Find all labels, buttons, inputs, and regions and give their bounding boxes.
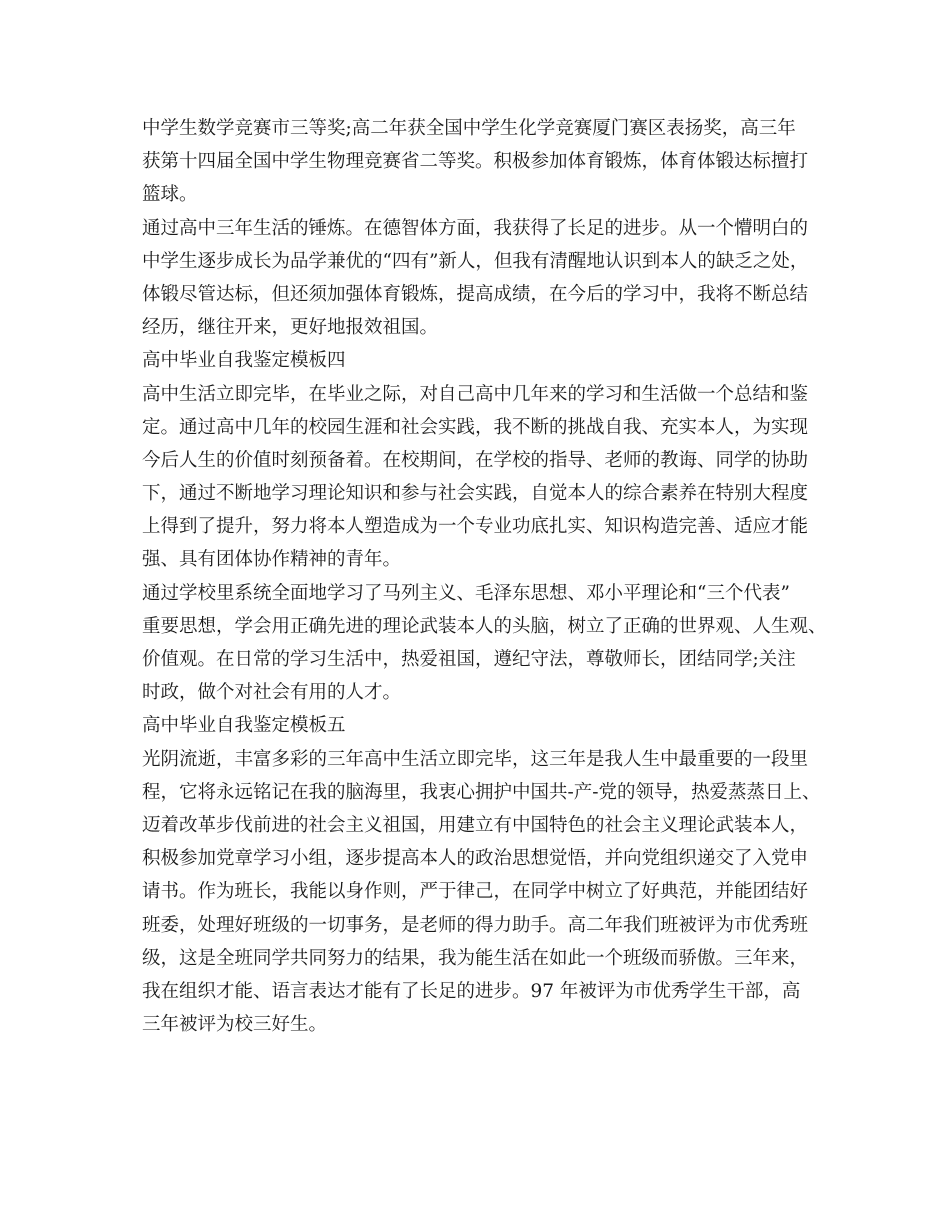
text-line: 经历，继往开来，更好地报效祖国。 xyxy=(142,317,439,339)
text-line: 时政，做个对社会有用的人才。 xyxy=(142,682,402,704)
text-line: 中学生数学竞赛市三等奖;高二年获全国中学生化学竞赛厦门赛区表扬奖，高三年 xyxy=(142,118,796,139)
text-line: 通过高中三年生活的锤炼。在德智体方面，我获得了长足的进步。从一个懵明白的 xyxy=(142,217,809,239)
text-line: 今后人生的价值时刻预备着。在校期间，在学校的指导、老师的教诲、同学的协助 xyxy=(142,449,809,471)
section-heading: 高中毕业自我鉴定模板五 xyxy=(142,715,346,737)
text-line: 重要思想，学会用正确先进的理论武装本人的头脑，树立了正确的世界观、人生观、 xyxy=(142,615,827,637)
text-line: 班委，处理好班级的一切事务，是老师的得力助手。高二年我们班被评为市优秀班 xyxy=(142,914,809,936)
text-line: 定。通过高中几年的校园生涯和社会实践，我不断的挑战自我、充实本人，为实现 xyxy=(142,416,809,438)
text-line: 迈着改革步伐前进的社会主义祖国，用建立有中国特色的社会主义理论武装本人， xyxy=(142,814,809,836)
text-line: 光阴流逝，丰富多彩的三年高中生活立即完毕，这三年是我人生中最重要的一段里 xyxy=(142,748,809,770)
text-line: 下，通过不断地学习理论知识和参与社会实践，自觉本人的综合素养在特别大程度 xyxy=(142,483,809,505)
text-line: 通过学校里系统全面地学习了马列主义、毛泽东思想、邓小平理论和“三个代表” xyxy=(142,582,790,604)
document-body xyxy=(142,112,832,1041)
text-line: 中学生逐步成长为品学兼优的“四有”新人，但我有清醒地认识到本人的缺乏之处， xyxy=(142,250,809,272)
text-line: 程，它将永远铭记在我的脑海里，我衷心拥护中国共-产-党的领导，热爱蒸蒸日上、 xyxy=(142,781,821,803)
text-line: 强、具有团体协作精神的青年。 xyxy=(142,549,402,571)
text-line: 三年被评为校三好生。 xyxy=(142,1014,328,1036)
section-heading: 高中毕业自我鉴定模板四 xyxy=(142,350,346,372)
text-line: 体锻尽管达标，但还须加强体育锻炼，提高成绩，在今后的学习中，我将不断总结 xyxy=(142,283,809,305)
text-line: 获第十四届全国中学生物理竞赛省二等奖。积极参加体育锻炼，体育体锻达标擅打 xyxy=(142,151,809,173)
text-line: 上得到了提升，努力将本人塑造成为一个专业功底扎实、知识构造完善、适应才能 xyxy=(142,516,809,538)
text-line: 高中生活立即完毕，在毕业之际，对自己高中几年来的学习和生活做一个总结和鉴 xyxy=(142,383,809,405)
text-line: 价值观。在日常的学习生活中，热爱祖国，遵纪守法，尊敬师长，团结同学;关注 xyxy=(142,649,796,670)
text-line: 请书。作为班长，我能以身作则，严于律己，在同学中树立了好典范，并能团结好 xyxy=(142,881,809,903)
text-line: 积极参加党章学习小组，逐步提高本人的政治思想觉悟，并向党组织递交了入党申 xyxy=(142,848,809,870)
text-line: 我在组织才能、语言表达才能有了长足的进步。97 年被评为市优秀学生干部，高 xyxy=(142,980,801,1002)
text-line: 级，这是全班同学共同努力的结果，我为能生活在如此一个班级而骄傲。三年来， xyxy=(142,947,809,969)
text-line: 篮球。 xyxy=(142,184,198,206)
